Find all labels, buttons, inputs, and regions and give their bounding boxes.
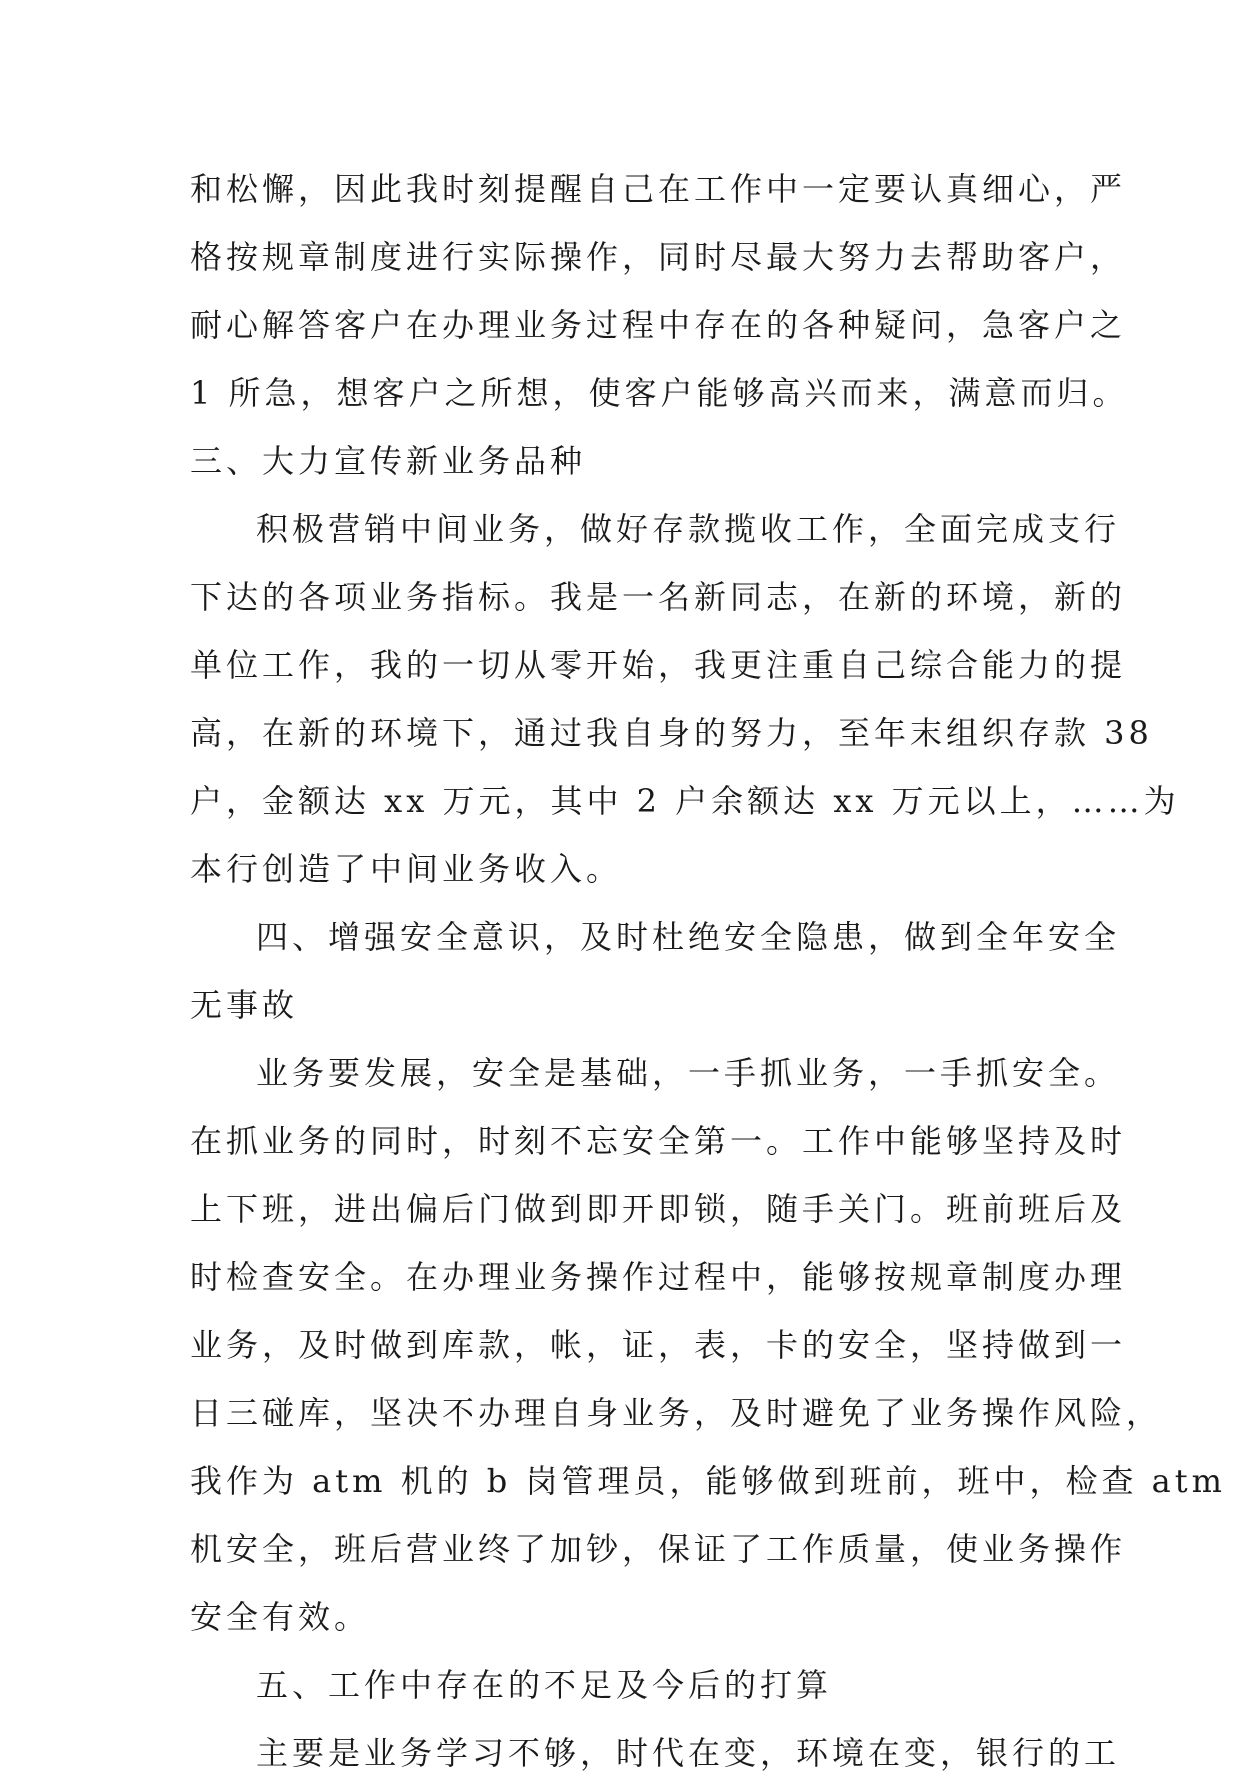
- text-line: 格按规章制度进行实际操作，同时尽最大努力去帮助客户，: [190, 238, 1127, 276]
- section-heading: 五、工作中存在的不足及今后的打算: [256, 1666, 833, 1704]
- text-line: 积极营销中间业务，做好存款揽收工作，全面完成支行: [256, 510, 1121, 548]
- text-line: 安全有效。: [190, 1598, 371, 1636]
- text-line: 本行创造了中间业务收入。: [190, 850, 623, 888]
- text-line: 机安全，班后营业终了加钞，保证了工作质量，使业务操作: [190, 1530, 1127, 1568]
- text-line: 在抓业务的同时，时刻不忘安全第一。工作中能够坚持及时: [190, 1122, 1127, 1160]
- text-line: 下达的各项业务指标。我是一名新同志，在新的环境，新的: [190, 578, 1127, 616]
- text-line: 时检查安全。在办理业务操作过程中，能够按规章制度办理: [190, 1258, 1127, 1296]
- text-line: 我作为 atm 机的 b 岗管理员，能够做到班前，班中，检查 atm: [190, 1462, 1226, 1500]
- text-line: 业务，及时做到库款，帐，证，表，卡的安全，坚持做到一: [190, 1326, 1127, 1364]
- text-line: 上下班，进出偏后门做到即开即锁，随手关门。班前班后及: [190, 1190, 1127, 1228]
- text-line: 和松懈，因此我时刻提醒自己在工作中一定要认真细心，严: [190, 170, 1127, 208]
- text-line: 1 所急，想客户之所想，使客户能够高兴而来，满意而归。: [190, 374, 1129, 412]
- text-line: 日三碰库，坚决不办理自身业务，及时避免了业务操作风险，: [190, 1394, 1163, 1432]
- section-heading-continuation: 无事故: [190, 986, 299, 1024]
- body-text: [190, 155, 1226, 1787]
- text-line: 业务要发展，安全是基础，一手抓业务，一手抓安全。: [256, 1054, 1121, 1092]
- text-line: 户，金额达 xx 万元，其中 2 户余额达 xx 万元以上，……为: [190, 782, 1180, 820]
- text-line: 耐心解答客户在办理业务过程中存在的各种疑问，急客户之: [190, 306, 1127, 344]
- text-line: 高，在新的环境下，通过我自身的努力，至年末组织存款 38: [190, 714, 1153, 752]
- section-heading: 三、大力宣传新业务品种: [190, 442, 587, 480]
- section-heading: 四、增强安全意识，及时杜绝安全隐患，做到全年安全: [256, 918, 1121, 956]
- text-line: 主要是业务学习不够，时代在变，环境在变，银行的工: [256, 1734, 1121, 1772]
- text-line: 单位工作，我的一切从零开始，我更注重自己综合能力的提: [190, 646, 1127, 684]
